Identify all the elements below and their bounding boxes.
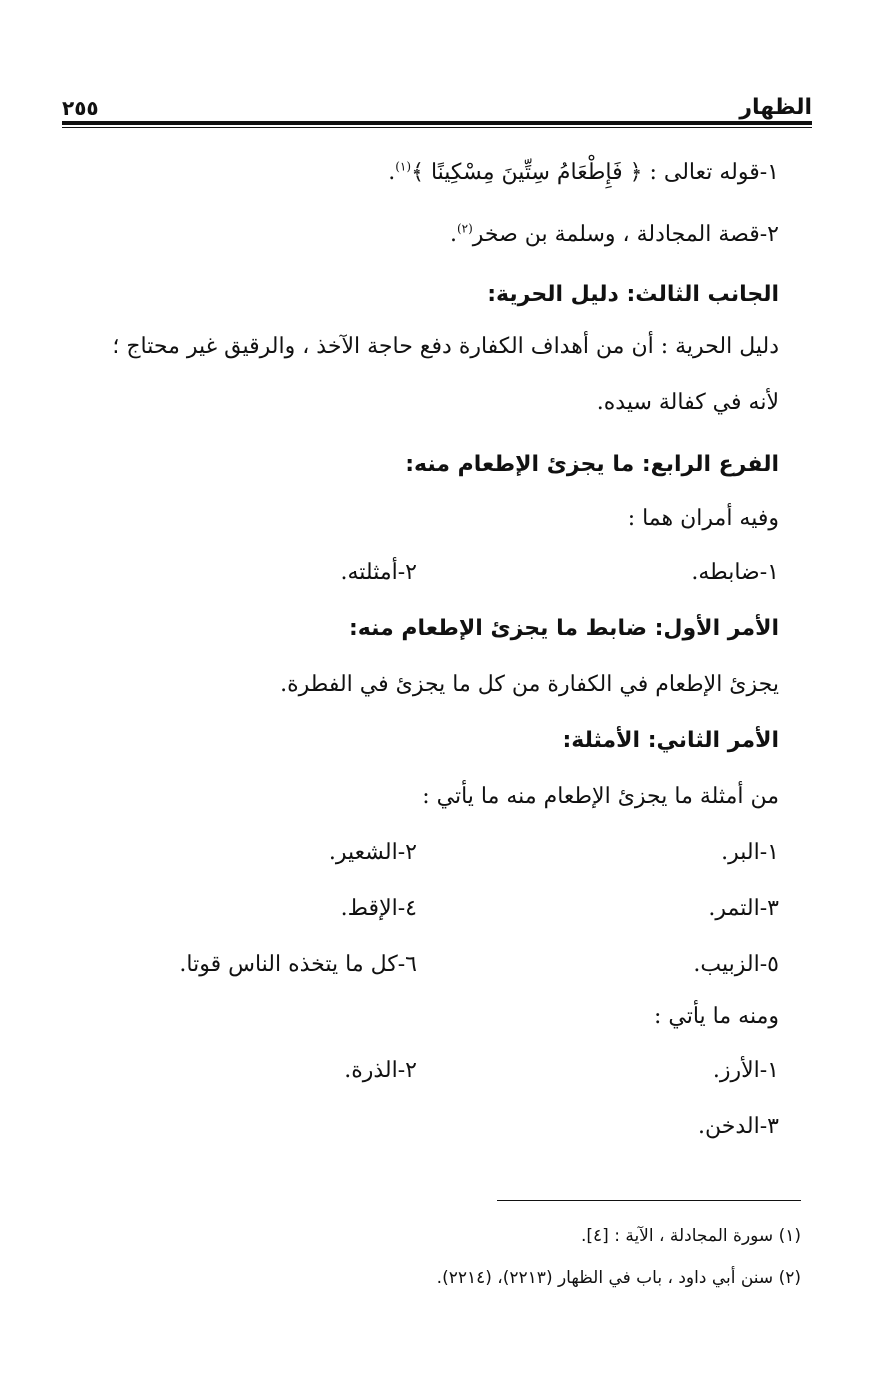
paragraph-also-includes: ومنه ما يأتي :	[653, 1004, 779, 1029]
quote-line-2	[62, 222, 779, 248]
section-heading-freedom: الجانب الثالث: دليل الحرية:	[487, 282, 779, 307]
list-item: ٢-الشعير.	[328, 840, 417, 865]
examples-row	[62, 1114, 779, 1148]
list-item: ١-البر.	[721, 840, 779, 865]
paragraph-freedom-line-1: دليل الحرية : أن من أهداف الكفارة دفع حاجة الآخذ ، والرقيق غير محتاج ؛	[112, 334, 779, 359]
quote-line-1-end: .	[388, 160, 396, 185]
list-item: ٥-الزبيب.	[693, 952, 779, 977]
paragraph-examples-intro: من أمثلة ما يجزئ الإطعام منه ما يأتي :	[422, 784, 779, 809]
quran-quote: ١-قوله تعالى : ﴿ فَإِطْعَامُ سِتِّينَ مِسْكِينًا ﴾	[411, 160, 779, 185]
quote-line-2-end: .	[449, 222, 457, 247]
running-title: الظهار	[739, 95, 812, 120]
examples-row	[62, 952, 779, 986]
footnote-ref-2: (٢)	[456, 221, 473, 236]
paragraph-freedom-line-2: لأنه في كفالة سيده.	[596, 390, 779, 415]
examples-row	[62, 896, 779, 930]
quote-line-1	[62, 160, 779, 186]
list-item: ١-الأرز.	[712, 1058, 779, 1083]
page-number: ٢٥٥	[62, 96, 99, 120]
examples-row	[62, 1058, 779, 1092]
header-rule-thin	[62, 127, 812, 128]
section-heading-second-matter: الأمر الثاني: الأمثلة:	[562, 728, 779, 753]
list-item: ٣-التمر.	[708, 896, 779, 921]
list-item: ٣-الدخن.	[698, 1114, 779, 1139]
list-item: ٦-كل ما يتخذه الناس قوتا.	[179, 952, 417, 977]
footnote-1: (١) سورة المجادلة ، الآية : [٤].	[580, 1226, 801, 1246]
list-two-matters	[62, 560, 779, 594]
hadith-reference: ٢-قصة المجادلة ، وسلمة بن صخر	[472, 222, 779, 247]
paragraph-rule: يجزئ الإطعام في الكفارة من كل ما يجزئ في الفطرة.	[280, 672, 779, 697]
footnote-ref-1: (١)	[395, 159, 412, 174]
page-header	[62, 84, 812, 120]
list-item: ٤-الإقط.	[340, 896, 417, 921]
list-item: ١-ضابطه.	[691, 560, 779, 585]
footnote-2: (٢) سنن أبي داود ، باب في الظهار (٢٢١٣)، (٢٢١٤).	[436, 1268, 801, 1288]
section-heading-branch-four: الفرع الرابع: ما يجزئ الإطعام منه:	[405, 452, 779, 477]
header-rule-thick	[62, 121, 812, 125]
section-heading-first-matter: الأمر الأول: ضابط ما يجزئ الإطعام منه:	[348, 616, 779, 641]
footnote-separator	[497, 1200, 801, 1201]
list-item: ٢-أمثلته.	[340, 560, 417, 585]
examples-row	[62, 840, 779, 874]
list-item: ٢-الذرة.	[344, 1058, 417, 1083]
paragraph-two-matters: وفيه أمران هما :	[627, 506, 779, 531]
